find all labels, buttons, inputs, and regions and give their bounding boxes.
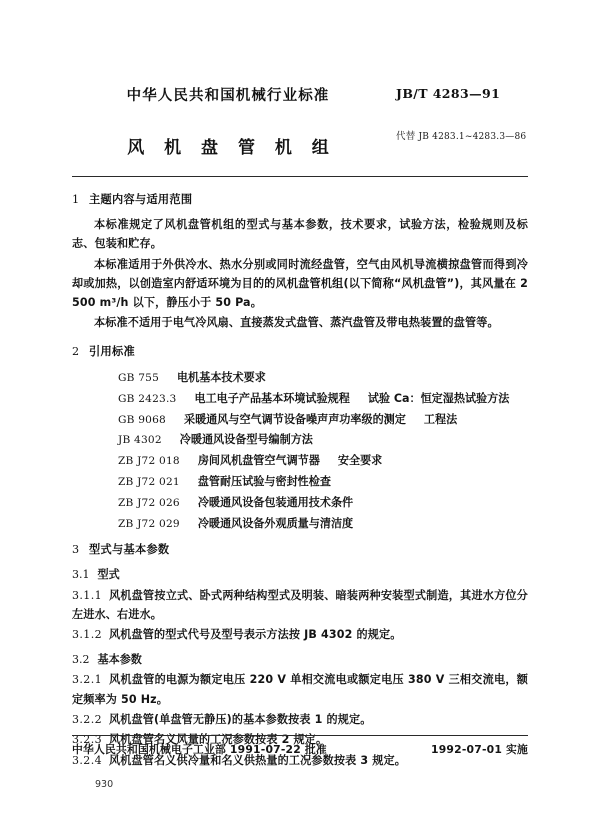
clause-3-1-1 [72,586,528,625]
standard-number: JB/T 4283—91 [396,86,501,101]
reference-title-extra: 安全要求 [337,454,383,468]
clause-number-3-1-2: 3.1.2 [72,628,102,642]
reference-title: 盘管耐压试验与密封性检查 [197,475,331,489]
section-number-2: 2 [72,345,80,359]
clause-number-3-2-4: 3.2.4 [72,753,102,767]
issuing-organization: 中华人民共和国机械行业标准 [126,88,330,104]
header-identifier-block [396,86,596,142]
standard-replaces [396,128,596,142]
clause-text-3-2-2: 风机盘管(单盘管无静压)的基本参数按表 1 的规定。 [109,713,372,727]
reference-code: ZB J72 021 [118,476,180,489]
clause-3-1-2 [72,625,528,644]
section-title-3: 型式与基本参数 [89,542,170,556]
clause-number-3-1-1: 3.1.1 [72,588,102,602]
list-item [72,430,528,450]
reference-code: GB 9068 [118,413,166,426]
document-body [72,192,528,771]
reference-title: 冷暖通风设备型号编制方法 [179,433,313,447]
effective-date: 1992-07-01 实施 [430,743,528,756]
referenced-standards-list [72,368,528,535]
section-heading-1 [72,192,528,208]
clause-3-2-1 [72,670,528,709]
approval-statement: 中华人民共和国机械电子工业部 1991-07-22 批准 [72,743,327,756]
list-item [72,389,528,409]
reference-title: 冷暖通风设备外观质量与清洁度 [197,517,354,531]
reference-title: 电机基本技术要求 [177,370,266,384]
section-1-paragraph-1: 本标准规定了风机盘管机组的型式与基本参数，技术要求，试验方法，检验规则及标志、包装和贮存。 [72,218,528,251]
section-number-3: 3 [72,542,80,556]
section-number-1: 1 [72,193,80,206]
replaces-label: 代替 [396,131,416,142]
list-item [72,514,528,534]
page-number: 930 [95,779,114,790]
clause-number-3-2-1: 3.2.1 [72,673,102,687]
subsection-title-3-2: 基本参数 [97,652,142,666]
reference-code: ZB J72 018 [118,455,180,468]
subsection-number-3-2: 3.2 [72,652,90,666]
reference-title: 房间风机盘管空气调节器 [197,454,320,468]
list-item [72,410,528,430]
section-title-1: 主题内容与适用范围 [89,193,193,206]
document-header [0,84,600,170]
spacer [72,333,528,344]
replaces-code: JB 4283.1~4283.3—86 [418,132,527,142]
list-item [72,368,528,388]
clause-number-3-2-3: 3.2.3 [72,733,102,747]
reference-title: 冷暖通风设备包装通用技术条件 [197,496,354,510]
footer-divider-rule [72,735,528,736]
clause-text-3-2-4: 风机盘管名义供冷量和名义供热量的工况参数按表 3 规定。 [109,753,406,767]
header-title-block [78,84,378,158]
reference-title: 采暖通风与空气调节设备噪声声功率级的测定 [183,412,406,426]
reference-title-extra: 试验 Ca：恒定湿热试验方法 [367,391,510,405]
reference-code: GB 2423.3 [118,392,177,405]
reference-code: ZB J72 029 [118,518,180,531]
section-1-paragraph-2: 本标准适用于外供冷水、热水分别或同时流经盘管，空气由风机导流横掠盘管而得到冷却或加热，以创造室内舒适环境为目的的风机盘管机组(以下简称“风机盘管”)，其风量在 2 500 m³/h 以下，静压小于 50 Pa。 [72,257,528,310]
section-heading-3 [72,542,528,558]
document-footer [72,742,528,762]
clause-number-3-2-2: 3.2.2 [72,713,102,727]
reference-title: 电工电子产品基本环境试验规程 [194,391,350,405]
section-title-2: 引用标准 [89,345,135,359]
reference-title-extra: 工程法 [423,412,458,426]
section-1-paragraph-3: 本标准不适用于电气冷风扇、直接蒸发式盘管、蒸汽盘管及带电热装置的盘管等。 [94,316,499,330]
spacer [72,535,528,542]
subsection-title-3-1: 型式 [97,568,120,582]
clause-text-3-1-1: 风机盘管按立式、卧式两种结构型式及明装、暗装两种安装型式制造，其进水方位分左进水、右进水。 [72,588,528,621]
clause-text-3-1-2: 风机盘管的型式代号及型号表示方法按 JB 4302 的规定。 [109,628,402,642]
clause-text-3-2-3: 风机盘管名义风量的工况参数按表 2 规定。 [109,733,328,747]
reference-code: GB 755 [118,371,160,384]
page-title: 风 机 盘 管 机 组 [127,138,336,158]
clause-text-3-2-1: 风机盘管的电源为额定电压 220 V 单相交流电或额定电压 380 V 三相交流电，额定频率为 50 Hz。 [72,673,528,706]
list-item [72,472,528,492]
section-heading-2 [72,344,528,360]
reference-code: JB 4302 [118,434,162,447]
reference-code: ZB J72 026 [118,497,180,510]
list-item [72,451,528,471]
subsection-number-3-1: 3.1 [72,568,90,582]
list-item [72,493,528,513]
header-divider-rule [72,176,528,177]
subsection-heading-3-2 [72,650,528,669]
subsection-heading-3-1 [72,565,528,584]
clause-3-2-2 [72,710,528,729]
